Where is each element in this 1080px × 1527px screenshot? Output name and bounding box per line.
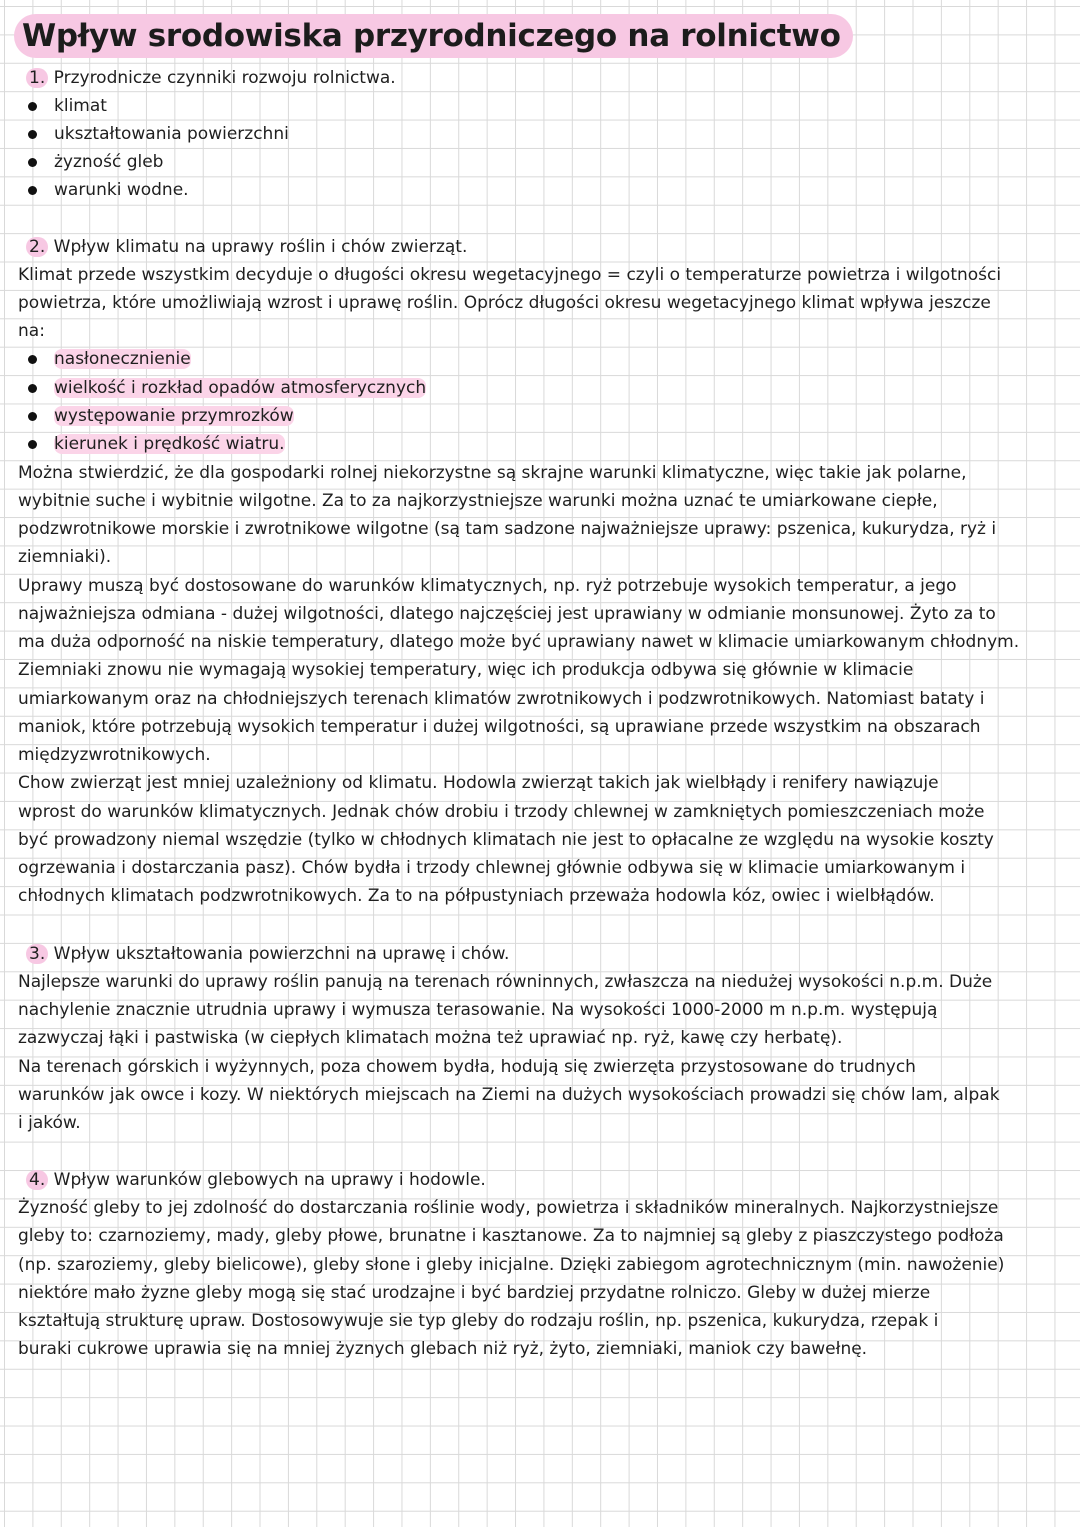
paragraph-line: (np. szaroziemy, gleby bielicowe), gleby słone i gleby inicjalne. Dzięki zabiegom agrotechnicznym (min. nawożenie) (18, 1255, 1005, 1275)
paragraph-line: międzyzwrotnikowych. (18, 745, 211, 765)
paragraph-line: niektóre mało żyzne gleby mogą się stać urodzajne i być bardziej przydatne rolniczo. Gleby w dużej mierze (18, 1283, 931, 1303)
paragraph-line: podzwrotnikowe morskie i zwrotnikowe wilgotne (są tam sadzone najważniejsze uprawy: pszenica, kukurydza, ryż i (18, 519, 997, 539)
paragraph-line: Najlepsze warunki do uprawy roślin panują na terenach równinnych, zwłaszcza na niedużej wysokości n.p.m. Duże (18, 972, 993, 992)
list-item: ukształtowania powierzchni (54, 124, 289, 144)
paragraph-line: powietrza, które umożliwiają wzrost i uprawę roślin. Oprócz długości okresu wegetacyjnego klimat wpływa jeszcze (18, 293, 991, 313)
paragraph-line: wybitnie suche i wybitnie wilgotne. Za to za najkorzystniejsze warunki można uznać te umiarkowane ciepłe, (18, 491, 938, 511)
section-3-heading: 3. Wpływ ukształtowania powierzchni na uprawę i chów. (18, 940, 1062, 968)
bullet-icon (28, 440, 37, 449)
section-2-heading: 2. Wpływ klimatu na uprawy roślin i chów zwierząt. (18, 233, 1062, 261)
paragraph-line: nachylenie znacznie utrudnia uprawy i wymusza terasowanie. Na wysokości 1000-2000 m n.p.m. występują (18, 1000, 938, 1020)
paragraph-line: ma duża odporność na niskie temperatury, dlatego może być uprawiany nawet w klimacie umiarkowanym chłodnym. (18, 632, 1020, 652)
paragraph-line: być prowadzony niemal wszędzie (tylko w chłodnych klimatach nie jest to opłacalne ze względu na wysokie koszty (18, 830, 994, 850)
paragraph-line: ziemniaki). (18, 547, 112, 567)
list-item: nasłonecznienie (54, 349, 191, 369)
bullet-icon (28, 130, 37, 139)
paragraph-line: Można stwierdzić, że dla gospodarki rolnej niekorzystne są skrajne warunki klimatyczne, więc takie jak polarne, (18, 463, 967, 483)
paragraph-line: maniok, które potrzebują wysokich temperatur i dużej wilgotności, są uprawiane przede wszystkim na obszarach (18, 717, 981, 737)
paragraph-line: najważniejsza odmiana - dużej wilgotności, dlatego najczęściej jest uprawiany w odmianie monsunowej. Żyto za to (18, 604, 996, 624)
paragraph-line: Klimat przede wszystkim decyduje o długości okresu wegetacyjnego = czyli o temperaturze powietrza i wilgotności (18, 265, 1002, 285)
paragraph-line: chłodnych klimatach podzwrotnikowych. Za to na półpustyniach przeważa hodowla kóz, owiec i wielbłądów. (18, 886, 935, 906)
list-item: żyzność gleb (54, 152, 164, 172)
paragraph-line: na: (18, 321, 45, 341)
list-item: klimat (54, 96, 107, 116)
list-item: występowanie przymrozków (54, 406, 294, 426)
list-item: warunki wodne. (54, 180, 189, 200)
paragraph-line: Na terenach górskich i wyżynnych, poza chowem bydła, hodują się zwierzęta przystosowane do trudnych (18, 1057, 916, 1077)
bullet-icon (28, 186, 37, 195)
paragraph-line: zazwyczaj łąki i pastwiska (w ciepłych klimatach można też uprawiać np. ryż, kawę czy herbatę). (18, 1028, 843, 1048)
bullet-icon (28, 102, 37, 111)
paragraph-line: ogrzewania i dostarczania pasz). Chów bydła i trzody chlewnej głównie odbywa się w klimacie umiarkowanym i (18, 858, 966, 878)
paragraph-line: kształtują strukturę upraw. Dostosowywuje sie typ gleby do rodzaju roślin, np. pszenica, kukurydza, rzepak i (18, 1311, 939, 1331)
bullet-icon (28, 412, 37, 421)
paragraph-line: Chow zwierząt jest mniej uzależniony od klimatu. Hodowla zwierząt takich jak wielbłądy i renifery nawiązuje (18, 773, 939, 793)
paragraph-line: Żyzność gleby to jej zdolność do dostarczania roślinie wody, powietrza i składników mineralnych. Najkorzystniejsze (18, 1198, 999, 1218)
bullet-icon (28, 355, 37, 364)
paragraph-line: i jaków. (18, 1113, 81, 1133)
paragraph-line: warunków jak owce i kozy. W niektórych miejscach na Ziemi na dużych wysokościach prowadzi się chów lam, alpak (18, 1085, 1000, 1105)
paragraph-line: gleby to: czarnoziemy, mady, gleby płowe, brunatne i kasztanowe. Za to najmniej są gleby z piaszczystego podłoża (18, 1226, 1004, 1246)
bullet-icon (28, 384, 37, 393)
paragraph-line: Ziemniaki znowu nie wymagają wysokiej temperatury, więc ich produkcja odbywa się głównie w klimacie (18, 660, 914, 680)
paragraph-line: wprost do warunków klimatycznych. Jednak chów drobiu i trzody chlewnej w zamkniętych pomieszczeniach może (18, 802, 985, 822)
list-item: kierunek i prędkość wiatru. (54, 434, 285, 454)
section-1-heading: 1. Przyrodnicze czynniki rozwoju rolnictwa. (18, 64, 1062, 92)
list-item: wielkość i rozkład opadów atmosferycznych (54, 378, 427, 398)
paragraph-line: umiarkowanym oraz na chłodniejszych terenach klimatów zwrotnikowych i podzwrotnikowych. Natomiast bataty i (18, 689, 985, 709)
page-title: Wpływ srodowiska przyrodniczego na rolnictwo (14, 14, 853, 58)
bullet-icon (28, 158, 37, 167)
paragraph-line: Uprawy muszą być dostosowane do warunków klimatycznych, np. ryż potrzebuje wysokich temperatur, a jego (18, 576, 957, 596)
paragraph-line: buraki cukrowe uprawia się na mniej żyznych glebach niż ryż, żyto, ziemniaki, maniok czy bawełnę. (18, 1339, 868, 1359)
section-4-heading: 4. Wpływ warunków glebowych na uprawy i hodowle. (18, 1166, 1062, 1194)
